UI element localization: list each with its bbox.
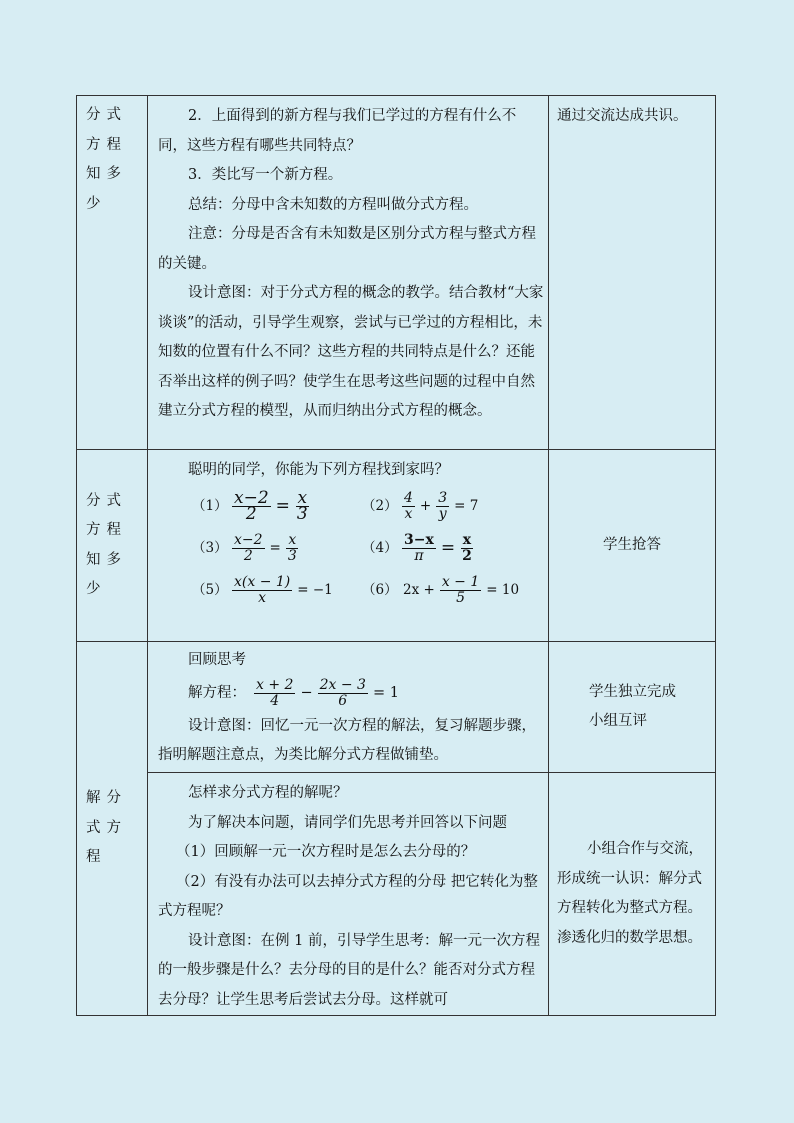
activity-cell — [549, 450, 716, 642]
equation-line: 解方程： $\frac{x + 2}{4}$ − $\frac{2x - 3}{6}$ = 1 — [188, 677, 399, 709]
paragraph: 怎样求分式方程的解呢？ — [188, 785, 348, 801]
equation-4: （4） $\frac{3-x}{\pi}$ = $\frac{x}{2}$ — [362, 532, 472, 564]
paragraph: 设计意图：在例 1 前，引导学生思考：解一元一次方程的一般步骤是什么？去分母的目的是什么？能否对分式方程去分母？让学生思考后尝试去分母。这样就可 — [158, 932, 540, 1008]
row-label-cell — [77, 96, 148, 450]
equation-2: （2） $\frac{4}{x}$ + $\frac{3}{y}$ = 7 — [362, 490, 479, 522]
table-row — [77, 642, 716, 773]
lesson-plan-table — [76, 95, 716, 1016]
activity-text: 小组合作与交流，形成统一认识：解分式方程转化为整式方程。渗透化归的数学思想。 — [557, 841, 703, 946]
paragraph: 设计意图：回忆一元一次方程的解法，复习解题步骤，指明解题注意点，为类比解分式方程做铺垫。 — [158, 717, 536, 763]
activity-cell — [549, 96, 716, 450]
equation-1: （1） $\frac{x-2}{2}$ = $\frac{x}{3}$ — [192, 488, 308, 524]
row-label: 分式方程知多少 — [86, 492, 127, 597]
equation-3: （3） $\frac{x-2}{2}$ = $\frac{x}{3}$ — [192, 532, 297, 564]
activity-cell — [549, 773, 716, 1016]
equation-6: （6） 2x + $\frac{x - 1}{5}$ = 10 — [362, 574, 520, 606]
content-cell — [148, 96, 549, 450]
row-label-cell — [77, 642, 148, 1016]
paragraph: 2．上面得到的新方程与我们已学过的方程有什么不同，这些方程有哪些共同特点？ — [158, 108, 517, 154]
paragraph: 总结：分母中含未知数的方程叫做分式方程。 — [188, 196, 478, 213]
activity-text: 通过交流达成共识。 — [557, 108, 688, 124]
paragraph: 回顾思考 — [188, 652, 246, 668]
paragraph: 设计意图：对于分式方程的概念的教学。结合教材“大家谈谈”的活动，引导学生观察，尝试与已学过的方程相比，未知数的位置有什么不同？这些方程的共同特点是什么？还能否举出这样的例子吗？使学生在思考这些问题的过程中自然建立分式方程的模型，从而归纳出分式方程的概念。 — [158, 285, 544, 419]
equation-grid — [158, 486, 544, 612]
paragraph: 注意：分母是否含有未知数是区别分式方程与整式方程的关键。 — [158, 226, 536, 272]
row-label: 解分式方程 — [86, 790, 127, 866]
equation-5: （5） $\frac{x(x - 1)}{x}$ = −1 — [192, 574, 333, 606]
activity-cell — [549, 642, 716, 773]
table-row — [77, 773, 716, 1016]
table-row — [77, 450, 716, 642]
row-label: 分式方程知多少 — [86, 107, 127, 212]
row-label-cell — [77, 450, 148, 642]
paragraph: （1）回顾解一元一次方程时是怎么去分母的？ — [176, 844, 476, 860]
paragraph: 聪明的同学，你能为下列方程找到家吗？ — [188, 462, 449, 478]
paragraph: 为了解决本问题，请同学们先思考并回答以下问题 — [188, 814, 507, 831]
activity-text: 学生独立完成 小组互评 — [589, 683, 676, 729]
activity-text: 学生抢答 — [603, 536, 661, 553]
paragraph: 3．类比写一个新方程。 — [188, 167, 343, 183]
table-row — [77, 96, 716, 450]
content-cell — [148, 642, 549, 773]
paragraph: （2）有没有办法可以去掉分式方程的分母 把它转化为整式方程呢？ — [158, 873, 538, 919]
content-cell — [148, 450, 549, 642]
content-cell — [148, 773, 549, 1016]
